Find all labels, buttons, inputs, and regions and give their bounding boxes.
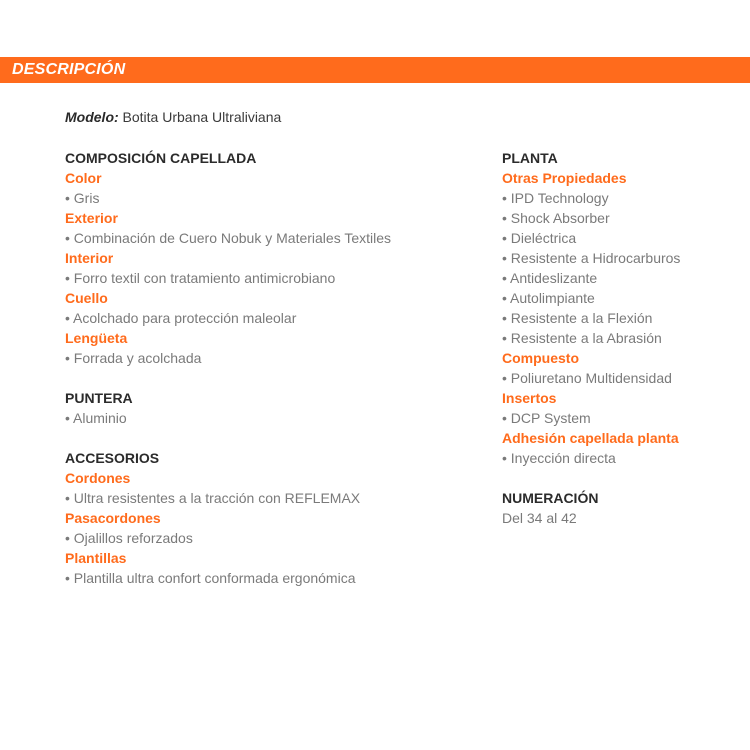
model-label: Modelo: [65, 109, 119, 125]
color-label: Color [65, 170, 102, 186]
propiedad-item: • Autolimpiante [502, 290, 595, 306]
accesorios-heading: ACCESORIOS [65, 450, 160, 466]
interior-item: • Forro textil con tratamiento antimicrobiano [65, 270, 336, 286]
plantillas-item: • Plantilla ultra confort conformada ergonómica [65, 570, 356, 586]
propiedad-item: • Resistente a la Flexión [502, 310, 653, 326]
planta-heading: PLANTA [502, 150, 558, 166]
insertos-label: Insertos [502, 390, 557, 406]
section-title: DESCRIPCIÓN [12, 61, 126, 78]
exterior-label: Exterior [65, 210, 118, 226]
plantillas-label: Plantillas [65, 550, 127, 566]
propiedad-item: • Antideslizante [502, 270, 598, 286]
description-banner [0, 57, 750, 83]
model-value: Botita Urbana Ultraliviana [122, 109, 282, 125]
lengueta-label: Lengüeta [65, 330, 128, 346]
right-column [502, 148, 742, 528]
otras-propiedades-label: Otras Propiedades [502, 170, 627, 186]
exterior-item: • Combinación de Cuero Nobuk y Materiales Textiles [65, 230, 392, 246]
insertos-item: • DCP System [502, 410, 591, 426]
pasacordones-label: Pasacordones [65, 510, 161, 526]
cuello-item: • Acolchado para protección maleolar [65, 310, 297, 326]
cordones-label: Cordones [65, 470, 131, 486]
cordones-item: • Ultra resistentes a la tracción con REFLEMAX [65, 490, 361, 506]
propiedad-item: • Shock Absorber [502, 210, 610, 226]
interior-label: Interior [65, 250, 114, 266]
compuesto-label: Compuesto [502, 350, 579, 366]
lengueta-item: • Forrada y acolchada [65, 350, 202, 366]
left-column [65, 148, 485, 588]
propiedad-item: • Resistente a la Abrasión [502, 330, 662, 346]
puntera-heading: PUNTERA [65, 390, 133, 406]
propiedad-item: • Resistente a Hidrocarburos [502, 250, 681, 266]
compuesto-item: • Poliuretano Multidensidad [502, 370, 672, 386]
puntera-item: • Aluminio [65, 410, 127, 426]
pasacordones-item: • Ojalillos reforzados [65, 530, 193, 546]
color-item: • Gris [65, 190, 100, 206]
composicion-heading: COMPOSICIÓN CAPELLADA [65, 150, 257, 166]
adhesion-item: • Inyección directa [502, 450, 616, 466]
propiedad-item: • Dieléctrica [502, 230, 577, 246]
numeracion-heading: NUMERACIÓN [502, 490, 599, 506]
adhesion-label: Adhesión capellada planta [502, 430, 679, 446]
propiedad-item: • IPD Technology [502, 190, 609, 206]
cuello-label: Cuello [65, 290, 108, 306]
model-line [65, 109, 281, 125]
numeracion-value: Del 34 al 42 [502, 510, 577, 526]
